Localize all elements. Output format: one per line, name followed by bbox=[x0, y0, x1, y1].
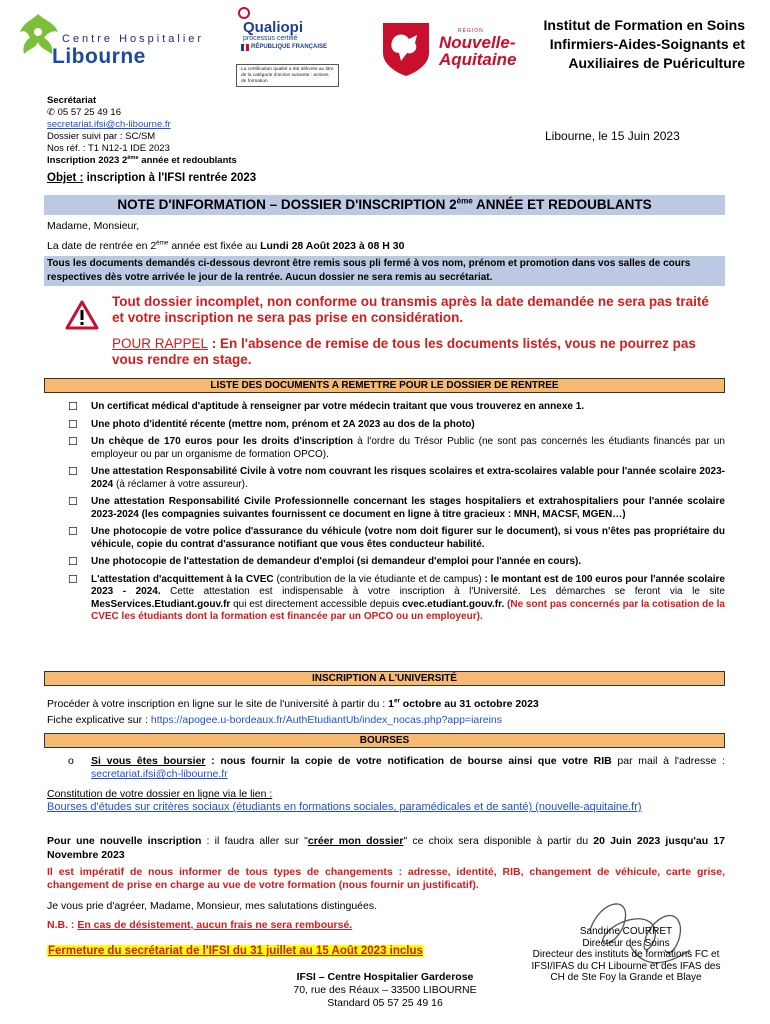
bullet-icon: o bbox=[68, 755, 74, 767]
objet-label: Objet : bbox=[47, 172, 84, 184]
inscription-universite-bar: INSCRIPTION A L'UNIVERSITÉ bbox=[44, 671, 725, 686]
letter-date: Libourne, le 15 Juin 2023 bbox=[545, 129, 680, 143]
footer bbox=[240, 971, 530, 1010]
greeting: Madame, Monsieur, bbox=[47, 220, 140, 232]
salutation: Je vous prie d'agréer, Madame, Monsieur, mes salutations distinguées. bbox=[47, 900, 378, 912]
footer-line-1: IFSI – Centre Hospitalier Garderose bbox=[296, 971, 474, 983]
secretariat-email-link[interactable]: secretariat.ifsi@ch-libourne.fr bbox=[47, 119, 171, 130]
footer-line-2: 70, rue des Réaux – 33500 LIBOURNE bbox=[293, 984, 477, 996]
objet-line bbox=[47, 172, 256, 184]
nb-notice: N.B. : En cas de désistement, aucun frais ne sera remboursé. bbox=[47, 919, 353, 931]
french-flag-icon bbox=[241, 44, 249, 51]
documents-notice: Tous les documents demandés ci-dessous devront être remis sous pli fermé à vos nom, prénom et promotion dans vos salles de cours respectives dès votre arrivée le jour de la rentrée. Aucun dossier ne sera remis au secrétariat. bbox=[44, 256, 725, 286]
checkbox-icon[interactable]: ☐ bbox=[68, 401, 78, 413]
checkbox-icon[interactable]: ☐ bbox=[68, 573, 78, 586]
list-item: ☐ Un chèque de 170 euros pour les droits d'inscription à l'ordre du Trésor Public (ne sont pas concernés les étudiants financés par un employeur ou par un organisme de formation OPCO). bbox=[68, 436, 725, 460]
university-fiche: Fiche explicative sur : https://apogee.u-bordeaux.fr/AuthEtudiantUb/index_nocas.php?app=iareins bbox=[47, 714, 502, 726]
list-item: ☐ Une photocopie de votre police d'assurance du véhicule (votre nom doit figurer sur le document), si vous n'êtes pas propriétaire du véhicule, copie du contrat d'assurance notifiant que vous êtes conducteur habilité. bbox=[68, 526, 725, 550]
rappel-block bbox=[112, 336, 712, 368]
fermeture-notice: Fermeture du secrétariat de l'IFSI du 31 juillet au 15 Août 2023 inclus bbox=[48, 945, 423, 957]
liste-title-bar: LISTE DES DOCUMENTS A REMETTRE POUR LE DOSSIER DE RENTREE bbox=[44, 378, 725, 393]
fiche-link[interactable]: https://apogee.u-bordeaux.fr/AuthEtudiantUb/index_nocas.php?app=iareins bbox=[150, 714, 502, 726]
phone-icon: ✆ bbox=[47, 107, 55, 118]
checkbox-icon[interactable]: ☐ bbox=[68, 526, 78, 538]
footer-line-3: Standard 05 57 25 49 16 bbox=[327, 997, 443, 1009]
rentree-date: Lundi 28 Août 2023 à 08 H 30 bbox=[260, 240, 405, 252]
qualiopi-mark-icon bbox=[238, 6, 250, 20]
imperatif-notice: Il est impératif de nous informer de tous types de changements : adresse, identité, RIB, changement de véhicule, carte grise, changement de prise en charge au vue de votre formation (nous fournir un justificatif). bbox=[47, 866, 725, 891]
objet-text: inscription à l'IFSI rentrée 2023 bbox=[83, 172, 257, 184]
list-item-cvec: ☐ L'attestation d'acquittement à la CVEC (contribution de la vie étudiante et de campus) : le montant est de 100 euros pour l'année scolaire 2023 - 2024. Cette attestation est indispensable à votre inscription à l'Université. Les démarches se feront via le site MesServices.Etudiant.gouv.fr qui est directement accessible depuis cvec.etudiant.gouv.fr. (Ne sont pas concernés par la cotisation de la CVEC les étudiants dont la formation est financée par un OPCO ou un employeur). bbox=[68, 573, 725, 622]
institute-line-3: Auxiliaires de Puériculture bbox=[568, 55, 745, 71]
university-block bbox=[47, 696, 539, 728]
region-label: RÉGION bbox=[458, 28, 484, 34]
university-dates: Procéder à votre inscription en ligne sur le site de l'université à partir du : 1er octobre au 31 octobre 2023 bbox=[47, 697, 539, 710]
dossier-suivi: Dossier suivi par : SC/SM bbox=[47, 131, 156, 142]
secretariat-block bbox=[47, 95, 237, 167]
region-name-line2: Aquitaine bbox=[439, 50, 517, 69]
institute-line-1: Institut de Formation en Soins bbox=[543, 17, 745, 33]
bourses-bar: BOURSES bbox=[44, 733, 725, 748]
constitution-block bbox=[47, 788, 725, 814]
list-item: ☐ Une attestation Responsabilité Civile à votre nom couvrant les risques scolaires et extra-scolaires valable pour l'année scolaire 2023-2024 (à réclamer à votre assureur). bbox=[68, 466, 725, 490]
signatory-line: Directeur des instituts de formations FC et bbox=[532, 949, 720, 960]
region-shield-icon bbox=[379, 21, 433, 77]
institute-name bbox=[544, 16, 745, 73]
signatory-title: Directeur des Soins bbox=[582, 937, 670, 949]
signatory-line: CH de Ste Foy la Grande et Blaye bbox=[550, 972, 702, 983]
documents-list bbox=[68, 401, 725, 629]
rappel-text: : En l'absence de remise de tous les documents listés, vous ne pourrez pas vous rendre en stage. bbox=[112, 336, 696, 367]
institute-line-2: Infirmiers-Aides-Soignants et bbox=[549, 36, 745, 52]
checkbox-icon[interactable]: ☐ bbox=[68, 418, 78, 431]
warning-triangle-icon bbox=[65, 300, 99, 330]
warning-text: Tout dossier incomplet, non conforme ou transmis après la date demandée ne sera pas traité et votre inscription ne sera pas prise en considération. bbox=[112, 294, 709, 325]
list-item: ☐ Une photo d'identité récente (mettre nom, prénom et 2A 2023 au dos de la photo) bbox=[68, 418, 475, 431]
list-item: ☐ Une attestation Responsabilité Civile Professionnelle concernant les stages hospitaliers et extrahospitaliers pour l'année scolaire 2023-2024 (les compagnies suivantes fournissent ce document en ligne à titre gracieux : MNH, MACSF, MGEN…) bbox=[68, 496, 725, 520]
list-item: ☐ Un certificat médical d'aptitude à renseigner par votre médecin traitant que vous trouverez en annexe 1. bbox=[68, 401, 585, 413]
list-item: ☐ Une photocopie de l'attestation de demandeur d'emploi (si demandeur d'emploi pour l'année en cours). bbox=[68, 556, 582, 568]
boursier-email-link[interactable]: secretariat.ifsi@ch-libourne.fr bbox=[91, 768, 228, 780]
qualiopi-title: Qualiopi bbox=[243, 19, 303, 36]
secretariat-phone: 05 57 25 49 16 bbox=[57, 107, 122, 118]
note-title-bar: NOTE D'INFORMATION – DOSSIER D'INSCRIPTION 2ème ANNÉE ET REDOUBLANTS bbox=[44, 195, 725, 215]
rappel-label: POUR RAPPEL bbox=[112, 336, 209, 351]
signatory-block bbox=[520, 926, 732, 984]
checkbox-icon[interactable]: ☐ bbox=[68, 436, 78, 448]
rentree-line: La date de rentrée en 2ème année est fixée au Lundi 28 Août 2023 à 08 H 30 bbox=[47, 239, 405, 252]
signatory-name: Sandrine COURRET bbox=[579, 926, 673, 937]
checkbox-icon[interactable]: ☐ bbox=[68, 556, 78, 568]
checkbox-icon[interactable]: ☐ bbox=[68, 496, 78, 508]
qualiopi-subtitle: processus certifié bbox=[243, 35, 298, 42]
secretariat-title: Secrétariat bbox=[47, 95, 97, 106]
secretariat-phone-line bbox=[47, 107, 237, 119]
signatory-line: IFSI/IFAS du CH Libourne et des IFAS des bbox=[531, 960, 721, 972]
checkbox-icon[interactable]: ☐ bbox=[68, 466, 78, 478]
republique-francaise: RÉPUBLIQUE FRANÇAISE bbox=[251, 44, 328, 50]
nouvelle-inscription: Pour une nouvelle inscription : il faudra aller sur "créer mon dossier" ce choix sera disponible à partir du 20 Juin 2023 jusqu'au 17 Novembre 2023 bbox=[47, 835, 726, 861]
boursier-item: o Si vous êtes boursier : nous fournir la copie de votre notification de bourse ainsi que votre RIB par mail à l'adresse : secretariat.ifsi@ch-libourne.fr bbox=[68, 755, 725, 780]
nos-ref: Nos réf. : T1 N12-1 IDE 2023 bbox=[47, 143, 170, 154]
qualiopi-certification-box: La certification qualité a été délivrée au titre de la catégorie d'action suivante : actions de formation bbox=[236, 64, 339, 87]
inscription-line: Inscription 2023 2ème année et redoublants bbox=[47, 154, 237, 166]
bourses-link[interactable]: Bourses d'études sur critères sociaux (étudiants en formations sociales, paramédicales et de santé) (nouvelle-aquitaine.fr) bbox=[47, 801, 642, 813]
constitution-label: Constitution de votre dossier en ligne via le lien : bbox=[47, 788, 273, 800]
region-name-line1: Nouvelle- bbox=[439, 33, 516, 52]
ch-name: Centre Hospitalier bbox=[62, 33, 205, 45]
ch-city: Libourne bbox=[52, 45, 146, 68]
